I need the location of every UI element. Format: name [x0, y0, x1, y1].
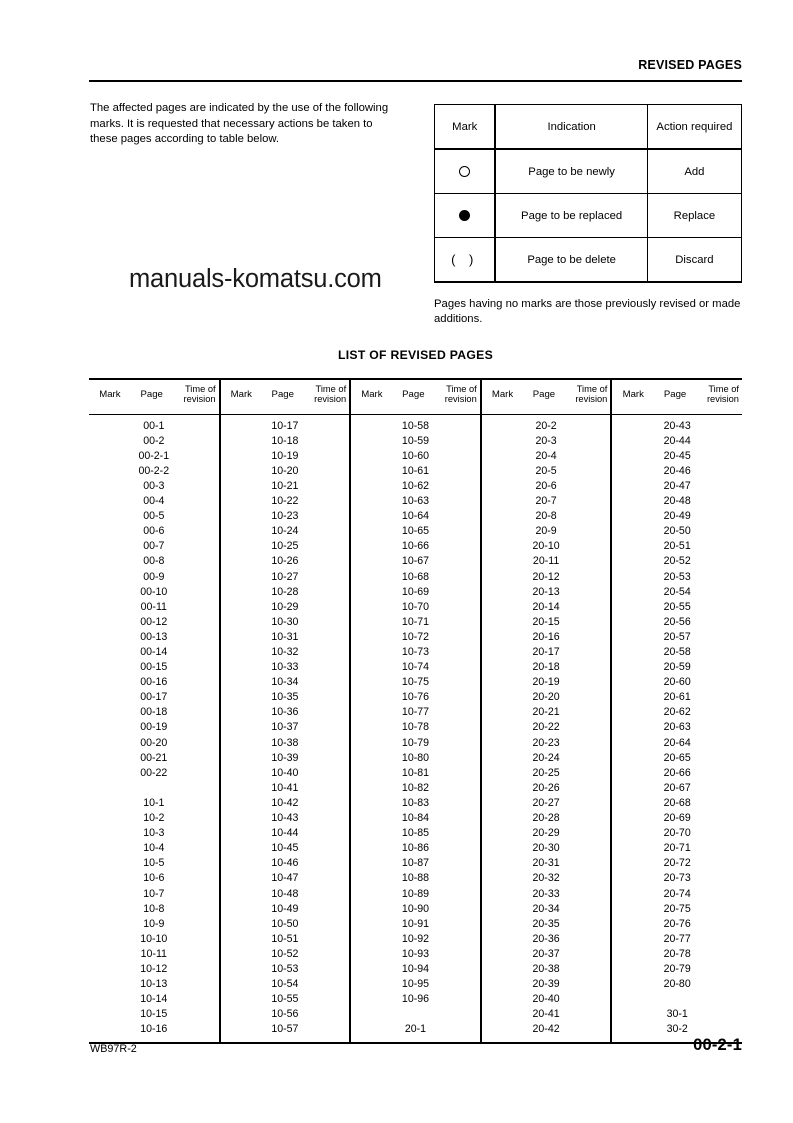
- page-entry: 10-62: [401, 479, 430, 492]
- page-entry: 20-27: [532, 796, 560, 809]
- page-entry: 10-18: [271, 434, 299, 447]
- header-time-line1-4: Time of: [576, 383, 608, 394]
- page-entry: 10-39: [271, 751, 299, 764]
- page-entry: 10-28: [271, 585, 299, 598]
- page-entry: 10-95: [401, 978, 430, 991]
- page-entry: 20-52: [663, 555, 691, 568]
- mark-legend-row-discard: [435, 238, 742, 283]
- page-entry: 10-61: [401, 464, 430, 477]
- revised-table-header-row: [89, 380, 742, 414]
- page-entry: 10-33: [271, 661, 299, 674]
- page-entry: 10-96: [401, 993, 430, 1006]
- page-entry: 00-15: [140, 661, 168, 674]
- page-entry: 20-44: [663, 434, 691, 447]
- page-entry: 10-89: [401, 887, 430, 900]
- page-entry: 20-21: [532, 706, 560, 719]
- page-entry: 10-34: [271, 676, 299, 689]
- page-entry: 10-16: [140, 1023, 168, 1036]
- page-entry: 10-92: [401, 932, 430, 945]
- header-time-line1-3: Time of: [446, 383, 477, 394]
- page-entry: 10-8: [143, 902, 165, 915]
- page-entry: 10-7: [143, 887, 165, 900]
- page-entry: 20-68: [663, 796, 691, 809]
- page-entry: 20-9: [535, 525, 557, 538]
- mark-legend-action-discard: Discard: [647, 238, 741, 283]
- revised-header-group-5: [611, 380, 742, 414]
- page-entry: 20-77: [663, 932, 691, 945]
- page-entry: 10-50: [271, 917, 299, 930]
- page-entry: 20-22: [532, 721, 560, 734]
- page-entry: 00-22: [140, 766, 168, 779]
- page-entry: 10-74: [401, 661, 430, 674]
- page-header-title: REVISED PAGES: [638, 58, 742, 72]
- page-entry: 10-29: [271, 600, 299, 613]
- mark-legend-header-indication: Indication: [495, 105, 647, 150]
- page-entry: 10-45: [271, 842, 299, 855]
- list-of-revised-pages-title: LIST OF REVISED PAGES: [337, 348, 494, 362]
- mark-legend-header-action: Action required: [647, 105, 741, 150]
- page-entry: 10-53: [271, 962, 299, 975]
- page-entry: 10-31: [271, 630, 299, 643]
- footer-page-number: 00-2-1: [693, 1036, 742, 1054]
- page-entry: 20-18: [532, 661, 560, 674]
- page-entry: 20-39: [532, 978, 560, 991]
- circle-open-icon: [459, 166, 470, 177]
- page-list-4: [482, 415, 611, 1043]
- revised-table-bottom-rule: [89, 1042, 742, 1044]
- revised-pages-group-1: [89, 414, 220, 1042]
- page-entry: 10-81: [401, 766, 430, 779]
- page-entry: 10-49: [271, 902, 299, 915]
- page-entry: 20-31: [532, 857, 560, 870]
- page-entry: 10-11: [140, 947, 167, 960]
- page-entry: 20-64: [663, 736, 691, 749]
- page-entry: 00-12: [140, 615, 168, 628]
- page-entry: 10-26: [271, 555, 299, 568]
- revised-pages-group-3: [350, 414, 481, 1042]
- header-mark-1: Mark: [99, 388, 121, 400]
- page-entry: 20-71: [663, 842, 691, 855]
- page-entry: 10-12: [140, 962, 168, 975]
- page-entry: 10-94: [401, 962, 430, 975]
- page-entry: 10-76: [401, 691, 430, 704]
- page-entry: 20-20: [532, 691, 560, 704]
- page-entry: 30-1: [666, 1008, 688, 1021]
- page-entry: 10-5: [143, 857, 165, 870]
- page-entry: 10-82: [401, 781, 430, 794]
- page-entry: 10-93: [401, 947, 430, 960]
- page-entry: 20-70: [663, 827, 691, 840]
- page-entry: 00-20: [140, 736, 168, 749]
- page-entry: 20-45: [663, 449, 691, 462]
- page-entry: 10-54: [271, 978, 299, 991]
- page-entry: 10-51: [271, 932, 299, 945]
- header-page-5: Page: [663, 388, 687, 400]
- page-entry: 20-66: [663, 766, 691, 779]
- header-page-1: Page: [140, 388, 163, 400]
- page-entry: 20-46: [663, 464, 691, 477]
- page-entry: 20-15: [532, 615, 560, 628]
- page-entry: 10-80: [401, 751, 430, 764]
- mark-legend-row-add: [435, 149, 742, 194]
- page-entry: 10-84: [401, 812, 430, 825]
- page-entry: 00-17: [140, 691, 168, 704]
- page-list-5: [612, 415, 742, 1043]
- page-entry: 10-77: [401, 706, 430, 719]
- page-entry: 10-46: [271, 857, 299, 870]
- page-entry: 10-22: [271, 495, 299, 508]
- header-mark-3: Mark: [361, 388, 383, 400]
- page-entry: 10-21: [271, 479, 299, 492]
- page-entry: 10-71: [401, 615, 430, 628]
- page-entry: 20-76: [663, 917, 691, 930]
- page-entry: 20-14: [532, 600, 560, 613]
- circle-filled-icon-cell: [435, 194, 496, 238]
- page-entry: 10-40: [271, 766, 299, 779]
- page-entry: 20-53: [663, 570, 691, 583]
- page-entry: 20-35: [532, 917, 560, 930]
- mark-legend-row-replace: [435, 194, 742, 238]
- page-entry: 20-55: [663, 600, 691, 613]
- page-entry: 10-70: [401, 600, 430, 613]
- page-entry: 10-30: [271, 615, 299, 628]
- page-entry: 00-6: [143, 525, 165, 538]
- page-entry: 10-65: [401, 525, 430, 538]
- page-entry: 20-12: [532, 570, 560, 583]
- page-entry: 00-8: [143, 555, 165, 568]
- page-entry: 20-5: [535, 464, 557, 477]
- page-entry: 20-69: [663, 812, 691, 825]
- page-entry: 20-56: [663, 615, 691, 628]
- page-entry: 10-78: [401, 721, 430, 734]
- header-time-2: [303, 384, 349, 405]
- page-entry: 10-27: [271, 570, 299, 583]
- header-divider: [89, 80, 742, 82]
- page-entry: 30-2: [666, 1023, 688, 1036]
- header-time-4: [565, 384, 611, 405]
- page-entry: 20-30: [532, 842, 560, 855]
- page-entry: 10-52: [271, 947, 299, 960]
- header-time-line1-5: Time of: [708, 383, 739, 394]
- page-entry: 20-73: [663, 872, 691, 885]
- page-entry: 10-86: [401, 842, 430, 855]
- page-entry: 10-43: [271, 812, 299, 825]
- page-entry: 10-9: [143, 917, 165, 930]
- page-entry: 10-47: [271, 872, 299, 885]
- page-entry: 20-26: [532, 781, 560, 794]
- page-entry: 10-91: [401, 917, 430, 930]
- page-entry: 20-50: [663, 525, 691, 538]
- page-entry: 20-78: [663, 947, 691, 960]
- page-entry: 20-28: [532, 812, 560, 825]
- page-entry: 20-29: [532, 827, 560, 840]
- mark-legend-table: [434, 104, 742, 283]
- page-entry: 10-3: [143, 827, 165, 840]
- page-entry: 20-62: [663, 706, 691, 719]
- page-entry: 20-2: [535, 419, 557, 432]
- page-entry: 20-16: [532, 630, 560, 643]
- circle-filled-icon: [459, 210, 470, 221]
- mark-legend-action-replace: Replace: [647, 194, 741, 238]
- page-entry: 10-4: [143, 842, 165, 855]
- header-mark-4: Mark: [491, 388, 514, 400]
- page-entry: 10-56: [271, 1008, 299, 1021]
- page-entry: 20-32: [532, 872, 560, 885]
- page-entry: 10-10: [140, 932, 168, 945]
- page-entry: 20-72: [663, 857, 691, 870]
- page-entry: 00-18: [140, 706, 168, 719]
- page-entry: 00-10: [140, 585, 168, 598]
- revised-pages-table: [89, 380, 742, 1043]
- page-entry: 20-8: [535, 510, 557, 523]
- header-time-line2-4: revision: [575, 394, 608, 405]
- mark-legend-indication-add: Page to be newly: [495, 149, 647, 194]
- revised-table-body-row: [89, 414, 742, 1042]
- page-entry: 20-4: [535, 449, 557, 462]
- page-entry: 10-13: [140, 978, 168, 991]
- revised-pages-group-5: [611, 414, 742, 1042]
- page-entry: 10-88: [401, 872, 430, 885]
- page-entry: 20-49: [663, 510, 691, 523]
- page-entry: 20-7: [535, 495, 557, 508]
- page-entry: 00-21: [140, 751, 168, 764]
- page-entry: 10-66: [401, 540, 430, 553]
- page-entry: 10-15: [140, 1008, 168, 1021]
- header-page-2: Page: [271, 388, 294, 400]
- page-entry: 00-3: [143, 479, 165, 492]
- page-entry: 00-2-2: [138, 464, 170, 477]
- header-mark-5: Mark: [622, 388, 644, 400]
- page-entry: 20-11: [532, 555, 560, 568]
- page-entry: 20-61: [663, 691, 691, 704]
- page-entry: 10-79: [401, 736, 430, 749]
- page-entry: 20-54: [663, 585, 691, 598]
- page-entry: 10-25: [271, 540, 299, 553]
- page-entry: 20-80: [663, 978, 691, 991]
- page-entry: 10-59: [401, 434, 430, 447]
- header-mark-2: Mark: [230, 388, 252, 400]
- page-entry: 10-55: [271, 993, 299, 1006]
- page-entry: 20-51: [663, 540, 691, 553]
- page-entry: 20-43: [663, 419, 691, 432]
- page-entry: 10-87: [401, 857, 430, 870]
- page-entry: 20-25: [532, 766, 560, 779]
- header-time-line2-2: revision: [314, 394, 347, 405]
- page-entry: 10-85: [401, 827, 430, 840]
- page-entry: 10-60: [401, 449, 430, 462]
- page-entry: 10-75: [401, 676, 430, 689]
- page-entry: 10-48: [271, 887, 299, 900]
- page-entry: 10-37: [271, 721, 299, 734]
- header-time-line1-1: Time of: [184, 383, 216, 394]
- page-entry: 10-44: [271, 827, 299, 840]
- page-entry: 10-57: [271, 1023, 299, 1036]
- page-entry: 20-58: [663, 646, 691, 658]
- page-entry: 20-37: [532, 947, 560, 960]
- mark-legend-note: Pages having no marks are those previously revised or made additions.: [434, 298, 741, 325]
- page-entry: 00-13: [140, 630, 168, 643]
- header-page-4: Page: [532, 388, 556, 400]
- page-entry: 20-79: [663, 962, 691, 975]
- page-entry: 10-42: [271, 796, 299, 809]
- page-entry: 10-67: [401, 555, 430, 568]
- page-entry: 10-17: [271, 419, 299, 432]
- page-entry: 00-14: [140, 646, 168, 658]
- header-time-1: [173, 384, 219, 405]
- page-list-1: [89, 415, 219, 1043]
- page-entry: 20-1: [404, 1023, 427, 1036]
- page-entry: 20-33: [532, 887, 560, 900]
- page-entry: 10-1: [143, 796, 165, 809]
- page-entry: 20-48: [663, 495, 691, 508]
- page-entry: 10-35: [271, 691, 299, 704]
- parentheses-icon-cell: [435, 238, 496, 283]
- page-entry: 20-23: [532, 736, 560, 749]
- page-list-3: [351, 415, 480, 1043]
- page-entry: 00-2-1: [138, 449, 170, 462]
- page-entry: 20-41: [532, 1008, 560, 1021]
- page-entry: 10-24: [271, 525, 299, 538]
- page-entry: 20-74: [663, 887, 691, 900]
- mark-legend-header-mark: Mark: [435, 105, 496, 150]
- footer-model: WB97R-2: [90, 1043, 137, 1055]
- page-entry: 10-41: [271, 781, 299, 794]
- revised-header-group-4: [481, 380, 612, 414]
- page-entry: 20-34: [532, 902, 560, 915]
- page-entry: 00-4: [143, 495, 165, 508]
- header-time-3: [434, 384, 480, 405]
- page-entry: 20-75: [663, 902, 691, 915]
- revised-pages-group-2: [220, 414, 351, 1042]
- page-entry: 20-17: [532, 646, 560, 658]
- page-entry: [351, 1007, 480, 1022]
- revised-pages-group-4: [481, 414, 612, 1042]
- page-entry: 10-6: [143, 872, 165, 885]
- page-entry: 10-2: [143, 812, 165, 825]
- page-entry: 10-90: [401, 902, 430, 915]
- circle-open-icon-cell: [435, 149, 496, 194]
- watermark-text: manuals-komatsu.com: [129, 265, 382, 293]
- page-entry: 20-13: [532, 585, 560, 598]
- page-entry: 20-38: [532, 962, 560, 975]
- page-entry: 20-10: [532, 540, 560, 553]
- header-page-3: Page: [402, 388, 425, 400]
- page-entry: 10-68: [401, 570, 430, 583]
- page-entry: 00-5: [143, 510, 165, 523]
- revised-header-group-1: [89, 380, 220, 414]
- page-entry: 10-38: [271, 736, 299, 749]
- page-entry: 20-59: [663, 661, 691, 674]
- page-entry: 20-65: [663, 751, 691, 764]
- parentheses-icon: ( ): [451, 252, 479, 267]
- page-list-2: [221, 415, 350, 1043]
- mark-legend-indication-discard: Page to be delete: [495, 238, 647, 283]
- page-entry: 10-14: [140, 993, 168, 1006]
- page-entry: 10-72: [401, 630, 430, 643]
- page-entry: 20-63: [663, 721, 691, 734]
- header-time-5: [696, 384, 742, 405]
- page-entry: 00-11: [140, 600, 167, 613]
- page-entry: 20-36: [532, 932, 560, 945]
- page-entry: 10-36: [271, 706, 299, 719]
- page-entry: 00-9: [143, 570, 165, 583]
- revised-pages-table-wrapper: [89, 378, 742, 1044]
- page-entry: [89, 781, 219, 796]
- page-entry: 20-40: [532, 993, 560, 1006]
- page-entry: 10-23: [271, 510, 299, 523]
- page-entry: 10-64: [401, 510, 430, 523]
- page-entry: 20-47: [663, 479, 691, 492]
- page-entry: 10-73: [401, 646, 430, 658]
- header-time-line2-3: revision: [444, 394, 477, 405]
- mark-legend-header-row: [435, 105, 742, 150]
- page-entry: 20-19: [532, 676, 560, 689]
- page-entry: 10-32: [271, 646, 299, 658]
- page-entry: 10-63: [401, 495, 430, 508]
- page-entry: 00-19: [140, 721, 168, 734]
- page-entry: 20-60: [663, 676, 691, 689]
- revised-header-group-2: [220, 380, 351, 414]
- page-entry: 20-42: [532, 1023, 560, 1036]
- page-entry: 00-1: [143, 419, 165, 432]
- page-entry: 20-6: [535, 479, 557, 492]
- revised-header-group-3: [350, 380, 481, 414]
- header-time-line2-5: revision: [706, 394, 739, 405]
- mark-legend-action-add: Add: [647, 149, 741, 194]
- page-entry: 10-19: [271, 449, 299, 462]
- page-entry: 00-2: [143, 434, 165, 447]
- page-entry: 20-24: [532, 751, 560, 764]
- page-entry: 20-3: [535, 434, 557, 447]
- page-entry: 10-69: [401, 585, 430, 598]
- page-entry: 10-83: [401, 796, 430, 809]
- header-time-line2-1: revision: [183, 394, 216, 405]
- page-entry: 20-67: [663, 781, 691, 794]
- page-entry: 00-7: [143, 540, 165, 553]
- page-entry: 10-20: [271, 464, 299, 477]
- page-entry: 10-58: [401, 419, 430, 432]
- page-entry: 20-57: [663, 630, 691, 643]
- page-entry: 00-16: [140, 676, 168, 689]
- page-entry: [612, 992, 742, 1007]
- header-time-line1-2: Time of: [315, 383, 347, 394]
- mark-legend-indication-replace: Page to be replaced: [495, 194, 647, 238]
- intro-paragraph: The affected pages are indicated by the use of the following marks. It is requested that necessary actions be taken to these pages according to table below.: [90, 102, 389, 146]
